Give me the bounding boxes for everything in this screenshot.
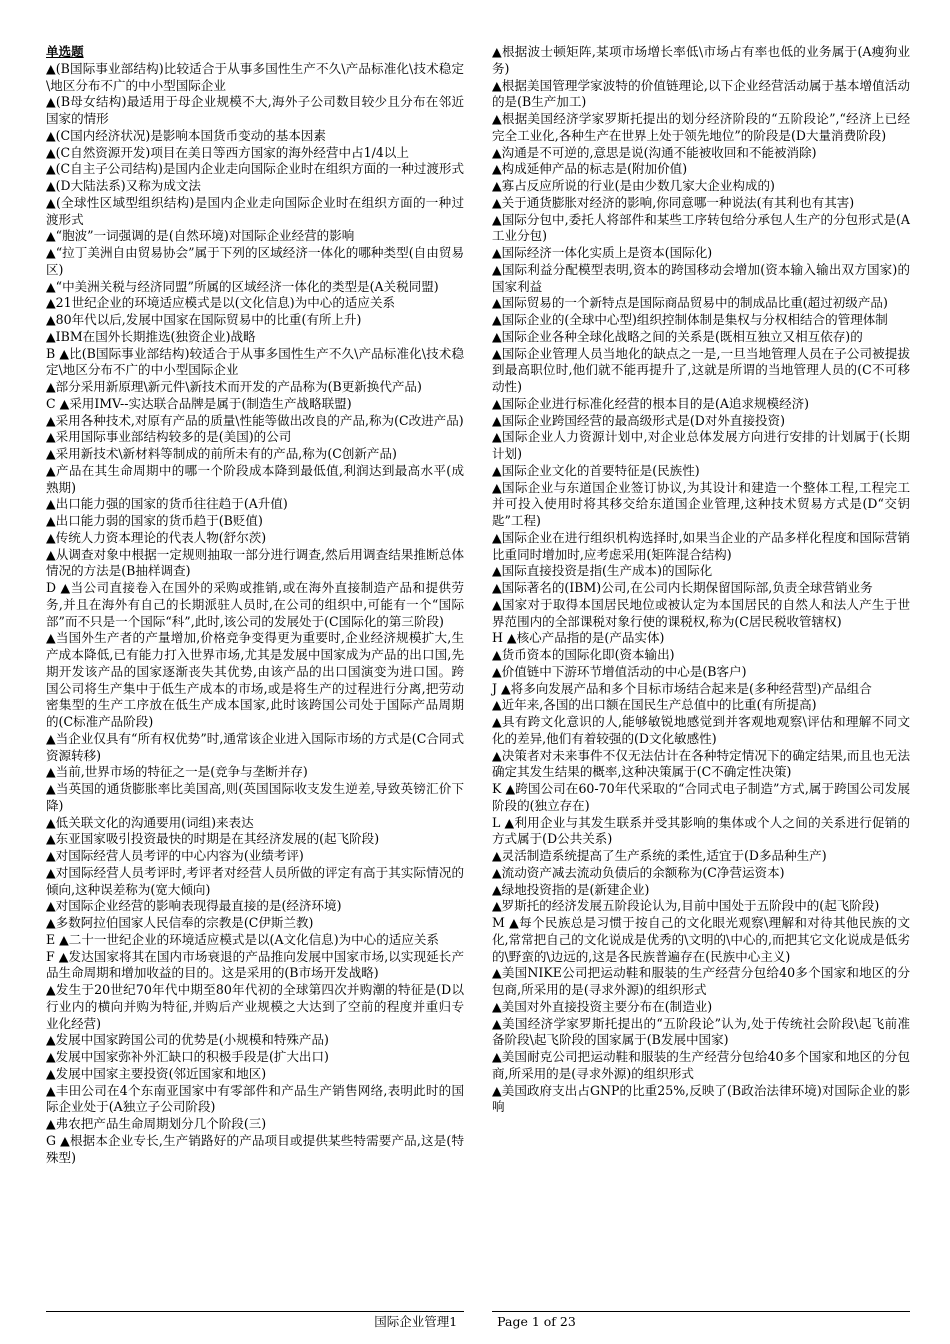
question-item: J ▲将多向发展产品和多个目标市场结合起来是(多种经营型)产品组合: [492, 680, 872, 696]
question-item: ▲低关联文化的沟通要用(词组)来表达: [46, 814, 254, 830]
question-item: ▲80年代以后,发展中国家在国际贸易中的比重(有所上升): [46, 312, 362, 327]
question-item: K ▲跨国公司在60-70年代采取的“合同式电子制造”方式,属于跨国公司发展阶段的(独立存在): [492, 781, 910, 813]
question-item: ▲当国外生产者的产量增加,价格竞争变得更为重要时,企业经济规模扩大,生产成本降低,已有能力打入世界市场,尤其是发展中国家成为产品的出口国,先期开发该产品的国家逐渐丧失其优势,由该产品的出口国演变为进口国。跨国公司将生产集中于低生产成本的市场,或是将生产的过程进行分离,把劳动密集型的生产工序放在低生产成本国家,此时该跨国公司处于国际产品周期的(C标准产品阶段): [46, 630, 464, 729]
question-item: ▲“胞波”一词强调的是(自然环境)对国际企业经营的影响: [46, 228, 355, 244]
question-item: ▲沟通是不可逆的,意思是说(沟通不能被收回和不能被消除): [492, 144, 817, 160]
question-item: ▲国际企业人力资源计划中,对企业总体发展方向进行安排的计划属于(长期计划): [492, 429, 910, 461]
question-item: ▲根据波士顿矩阵,某项市场增长率低\市场占有率也低的业务属于(A瘦狗业务): [492, 44, 910, 76]
footer-page-number: Page 1 of 23: [497, 1314, 576, 1329]
left-column: [46, 44, 464, 1166]
question-item: ▲当企业仅具有“所有权优势”时,通常该企业进入国际市场的方式是(C合同式资源转移): [46, 730, 464, 763]
question-item: ▲采用各种技术,对原有产品的质量\性能等做出改良的产品,称为(C改进产品): [46, 412, 464, 428]
question-item: ▲国际贸易的一个新特点是国际商品贸易中的制成品比重(超过初级产品): [492, 295, 888, 311]
question-item: ▲对国际企业经营的影响表现得最直接的是(经济环境): [46, 898, 342, 914]
question-item: ▲丰田公司在4个东南亚国家中有零部件和产品生产销售网络,表明此时的国际企业处于(A独立子公司阶段): [46, 1082, 464, 1115]
question-item: ▲(C自然资源开发)项目在美日等西方国家的海外经营中占1/4以上: [46, 144, 409, 160]
question-item: ▲产品在其生命周期中的哪一个阶段成本降到最低值,利润达到最高水平(成熟期): [46, 462, 464, 495]
question-item: ▲灵活制造系统提高了生产系统的柔性,适宜于(D多品种生产): [492, 848, 827, 863]
question-item: ▲国家对于取得本国居民地位或被认定为本国居民的自然人和法人产生于世界范围内的全部课税对象行使的课税权,称为(C居民税收管辖权): [492, 596, 910, 629]
question-item: ▲对国际经营人员考评时,考评者对经营人员所做的评定有高于其实际情况的倾向,这种误差称为(宽大倾向): [46, 864, 464, 897]
question-item: ▲货币资本的国际化即(资本输出): [492, 647, 675, 662]
question-item: ▲“拉丁美洲自由贸易协会”属于下列的区域经济一体化的哪种类型(自由贸易区): [46, 245, 464, 277]
question-item: ▲近年来,各国的出口额在国民生产总值中的比重(有所提高): [492, 697, 817, 713]
question-item: ▲国际企业跨国经营的最高级形式是(D对外直接投资): [492, 412, 785, 428]
question-item: ▲国际直接投资是指(生产成本)的国际化: [492, 563, 713, 579]
question-item: ▲发展中国家弥补外汇缺口的积极手段是(扩大出口): [46, 1049, 329, 1064]
left-column-rule: [46, 1311, 464, 1312]
question-item: ▲传统人力资本理论的代表人物(舒尔茨): [46, 529, 267, 545]
question-item: ▲关于通货膨胀对经济的影响,你同意哪一种说法(有其利也有其害): [492, 194, 855, 210]
question-item: ▲美国耐克公司把运动鞋和服装的生产经营分包给40多个国家和地区的分包商,所采用的是(寻求外源)的组织形式: [492, 1049, 910, 1081]
question-item: ▲构成延伸产品的标志是(附加价值): [492, 161, 688, 177]
question-item: ▲美国政府支出占GNP的比重25%,反映了(B政治法律环境)对国际企业的影响: [492, 1082, 910, 1115]
question-item: M ▲每个民族总是习惯于按自己的文化眼光观察\理解和对待其他民族的文化,常常把自己的文化说成是优秀的\文明的\中心的,而把其它文化说成是低劣的\野蛮的\边远的,这是各民族普遍存在(民族中心主义): [492, 915, 910, 964]
question-item: ▲流动资产减去流动负债后的余额称为(C净营运资本): [492, 864, 785, 880]
question-item: ▲美国对外直接投资主要分布在(制造业): [492, 998, 713, 1014]
question-item: ▲国际经济一体化实质上是资本(国际化): [492, 245, 713, 260]
question-item: ▲(C国内经济状况)是影响本国货币变动的基本因素: [46, 127, 326, 143]
question-item: ▲出口能力强的国家的货币往往趋于(A升值): [46, 496, 288, 512]
question-item: D ▲当公司直接卷入在国外的采购或推销,或在海外直接制造产品和提供劳务,并且在海外有自己的长期派驻人员时,在公司的组织中,可能有一个“国际部”而不只是一个国际“科”,此时,该公司的发展处于(C国际化的第三阶段): [46, 580, 464, 629]
question-item: ▲出口能力弱的国家的货币趋于(B贬值): [46, 513, 263, 528]
question-item: ▲国际企业的(全球中心型)组织控制体制是集权与分权相结合的管理体制: [492, 312, 888, 327]
question-item: ▲弗农把产品生命周期划分几个阶段(三): [46, 1116, 267, 1131]
question-item: ▲国际企业各种全球化战略之间的关系是(既相互独立又相互依存)的: [492, 328, 863, 344]
question-item: ▲东亚国家吸引投资最快的时期是在其经济发展的(起飞阶段): [46, 831, 380, 847]
question-item: ▲具有跨文化意识的人,能够敏锐地感觉到并客观地观察\评估和理解不同文化的差异,他们有着较强的(D文化敏感性): [492, 714, 910, 746]
section-title: 单选题: [46, 44, 84, 59]
question-item: ▲(D大陆法系)又称为成文法: [46, 178, 201, 193]
question-item: B ▲比(B国际事业部结构)较适合于从事多国性生产不久\产品标准化\技术稳定\地区分布不广的中小型国际企业: [46, 345, 464, 378]
question-item: ▲美国NIKE公司把运动鞋和服装的生产经营分包给40多个国家和地区的分包商,所采用的是(寻求外源)的组织形式: [492, 965, 910, 997]
question-item: ▲价值链中下游环节增值活动的中心是(B客户): [492, 663, 747, 679]
question-item: ▲发展中国家主要投资(邻近国家和地区): [46, 1065, 267, 1081]
question-item: ▲当前,世界市场的特征之一是(竞争与垄断并存): [46, 764, 308, 780]
question-item: ▲国际企业文化的首要特征是(民族性): [492, 462, 700, 478]
question-item: ▲国际著名的(IBM)公司,在公司内长期保留国际部,负责全球营销业务: [492, 580, 873, 595]
question-item: ▲国际分包中,委托人将部件和某些工序转包给分承包人生产的分包形式是(A工业分包): [492, 211, 910, 244]
right-column: [492, 44, 910, 1116]
question-item: ▲(B母女结构)最适用于母企业规模不大,海外子公司数目较少且分布在邻近国家的情形: [46, 94, 464, 126]
question-item: ▲发生于20世纪70年代中期至80年代初的全球第四次并购潮的特征是(D以行业内的横向并购为特征,并购后产业规模之大达到了空前的程度并重归专业化经营): [46, 982, 464, 1031]
question-item: L ▲利用企业与其发生联系并受其影响的集体或个人之间的关系进行促销的方式属于(D公共关系): [492, 814, 910, 847]
question-item: ▲(全球性区域型组织结构)是国内企业走向国际企业时在组织方面的一种过渡形式: [46, 194, 464, 227]
question-item: ▲“中美洲关税与经济同盟”所属的区域经济一体化的类型是(A关税同盟): [46, 278, 439, 294]
question-item: ▲国际企业与东道国企业签订协议,为其设计和建造一个整体工程,工程完工并可投入使用时将其移交给东道国企业管理,这种技术贸易方式是(D“交钥匙”工程): [492, 479, 910, 528]
question-item: F ▲发达国家将其在国内市场衰退的产品推向发展中国家市场,以实现延长产品生命周期和增加收益的目的。这是采用的(B市场开发战略): [46, 948, 464, 981]
question-item: ▲国际企业管理人员当地化的缺点之一是,一旦当地管理人员在子公司被提拔到最高职位时,他们就不能再提升了,这就是所谓的当地管理人员的(C不可移动性): [492, 345, 910, 394]
question-item: C ▲采用IMV--实达联合品牌是属于(制造生产战略联盟): [46, 395, 352, 411]
page-footer: [0, 1314, 950, 1330]
footer-document-title: 国际企业管理1: [374, 1314, 458, 1329]
question-item: ▲发展中国家跨国公司的优势是(小规模和特殊产品): [46, 1032, 329, 1048]
question-item: H ▲核心产品指的是(产品实体): [492, 630, 665, 646]
question-item: ▲美国经济学家罗斯托提出的“五阶段论”认为,处于传统社会阶段\起飞前准备阶段\起飞阶段的国家属于(B发展中国家): [492, 1015, 910, 1048]
question-item: ▲决策者对未来事件不仅无法估计在各种特定情况下的确定结果,而且也无法确定其发生结果的概率,这种决策属于(C不确定性决策): [492, 747, 910, 780]
question-item: E ▲二十一世纪企业的环境适应模式是以(A文化信息)为中心的适应关系: [46, 931, 439, 947]
question-item: ▲国际企业在进行组织机构选择时,如果当企业的产品多样化程度和国际营销比重同时增加时,应考虑采用(矩阵混合结构): [492, 529, 910, 562]
right-column-rule: [492, 1311, 910, 1312]
question-item: ▲对国际经营人员考评的中心内容为(业绩考评): [46, 848, 304, 863]
question-item: ▲(B国际事业部结构)比较适合于从事多国性生产不久\产品标准化\技术稳定\地区分布不广的中小型国际企业: [46, 60, 464, 93]
question-item: ▲IBM在国外长期推选(独资企业)战略: [46, 328, 256, 344]
question-item: ▲从调查对象中根据一定规则抽取一部分进行调查,然后用调查结果推断总体情况的方法是(B抽样调查): [46, 546, 464, 579]
question-item: ▲根据美国管理学家波特的价值链理论,以下企业经营活动属于基本增值活动的是(B生产加工): [492, 77, 910, 110]
question-item: ▲采用新技术\新材料等制成的前所未有的产品,称为(C创新产品): [46, 446, 397, 461]
question-item: ▲部分采用新原理\新元件\新技术而开发的产品称为(B更新换代产品): [46, 379, 422, 394]
question-item: ▲国际企业进行标准化经营的根本目的是(A追求规模经济): [492, 395, 810, 411]
question-item: ▲罗斯托的经济发展五阶段论认为,目前中国处于五阶段中的(起飞阶段): [492, 898, 880, 914]
question-item: ▲根据美国经济学家罗斯托提出的划分经济阶段的“五阶段论”,“经济上已经完全工业化,各种生产在世界上处于领先地位”的阶段是(D大量消费阶段): [492, 111, 910, 143]
question-item: ▲(C自主子公司结构)是国内企业走向国际企业时在组织方面的一种过渡形式: [46, 161, 464, 177]
question-item: G ▲根据本企业专长,生产销路好的产品项目或提供某些特需要产品,这是(特殊型): [46, 1132, 464, 1165]
question-item: ▲多数阿拉伯国家人民信奉的宗教是(C伊斯兰教): [46, 915, 314, 930]
question-item: ▲国际利益分配模型表明,资本的跨国移动会增加(资本输入输出双方国家)的国家利益: [492, 261, 910, 294]
question-item: ▲寡占反应所说的行业(是由少数几家大企业构成的): [492, 178, 775, 193]
question-item: ▲21世纪企业的环境适应模式是以(文化信息)为中心的适应关系: [46, 295, 396, 311]
question-item: ▲绿地投资指的是(新建企业): [492, 881, 650, 897]
question-item: ▲采用国际事业部结构较多的是(美国)的公司: [46, 429, 292, 445]
question-item: ▲当英国的通货膨胀率比美国高,则(英国国际收支发生逆差,导致英镑汇价下降): [46, 781, 464, 813]
